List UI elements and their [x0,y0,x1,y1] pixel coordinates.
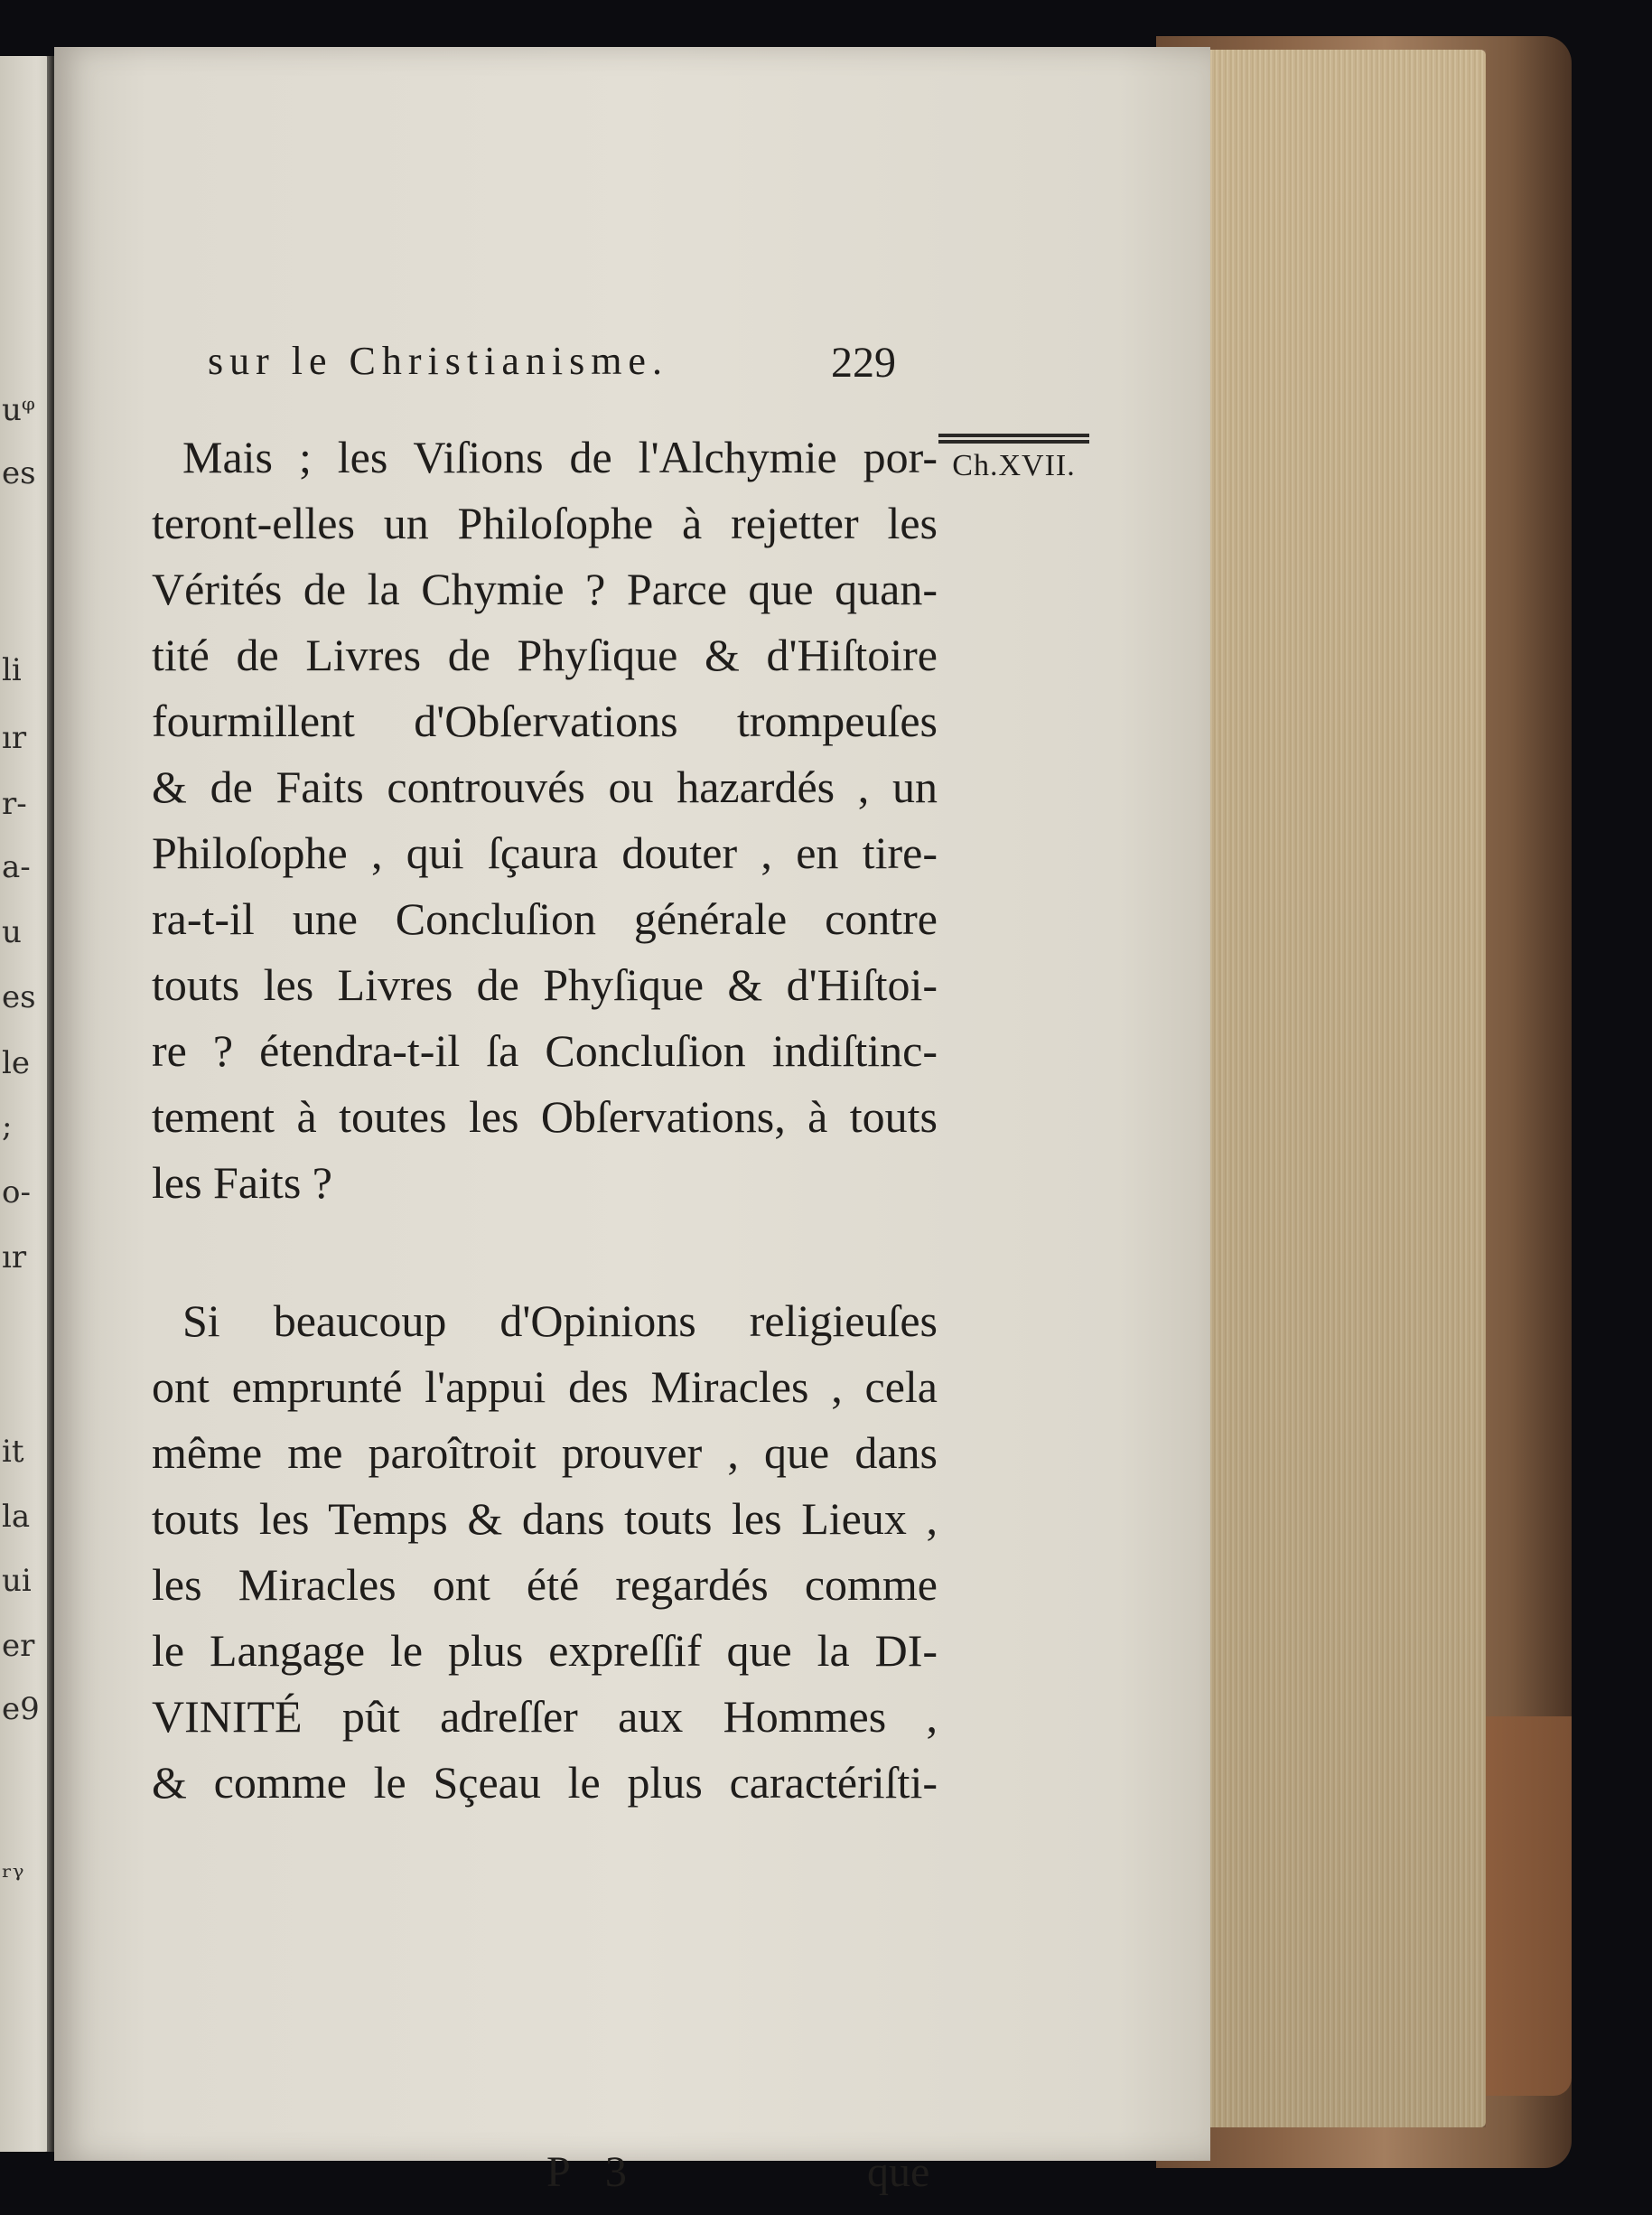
chapter-label: Ch.XVII. [952,449,1076,482]
text-line: touts les Temps & dans touts les Lieux , [152,1493,938,1544]
text-line: & de Faits controuvés ou hazardés , un [152,762,938,812]
text-line: ont emprunté l'appui des Miracles , cela [152,1361,938,1412]
left-page-fragment: u [2,914,22,950]
text-line: même me paroîtroit prouver , que dans [152,1427,938,1478]
text-line: tement à toutes les Obſervations, à touts [152,1091,938,1142]
double-rule [938,440,1089,444]
left-page-fragment: ᵣᵧ [2,1849,24,1885]
left-page-fragment: er [2,1628,35,1664]
left-page-fragment: ; [2,1108,13,1145]
text-line: & comme le Sçeau le plus caractériſti- [152,1757,938,1808]
text-line: teront-elles un Philoſophe à rejetter les [152,498,938,548]
left-page-fragment: es [2,979,36,1015]
text-line: le Langage le plus expreſſif que la DI- [152,1625,938,1676]
left-page-fragment: es [2,455,36,491]
text-line: les Miracles ont été regardés comme [152,1559,938,1610]
text-line: tité de Livres de Phyſique & d'Hiſtoire [152,630,938,680]
page-number: 229 [831,339,896,387]
running-head: sur le Christianisme. [208,339,668,383]
text-line: les Faits ? [152,1157,332,1208]
text-line: Vérités de la Chymie ? Parce que quan- [152,564,938,614]
text-line: Philoſophe , qui ſçaura douter , en tire- [152,827,938,878]
chapter-side-note [935,431,1093,483]
left-page-fragment: le [2,1045,30,1081]
left-page-fragment: la [2,1499,31,1535]
page-edges [1197,50,1486,2127]
page [54,47,1210,2196]
text-line: fourmillent d'Obſervations trompeuſes [152,696,938,746]
left-page-fragment: it [2,1434,24,1470]
left-page-fragment: a- [2,849,31,885]
left-page-fragment: e9 [2,1691,40,1727]
left-page-fragment: ır [2,720,27,756]
catchword: que [867,2148,930,2196]
left-page-fragment: r- [2,786,27,822]
left-page-fragment: ui [2,1563,32,1599]
left-page-fragment: uᵠ [2,392,35,428]
text-line: touts les Livres de Phyſique & d'Hiſtoi- [152,959,938,1010]
text-line: Si beaucoup d'Opinions religieuſes [182,1295,938,1346]
text-line: re ? étendra-t-il ſa Concluſion indiſtinc- [152,1025,938,1076]
previous-page-sliver [0,56,52,2152]
left-page-fragment: o- [2,1174,31,1210]
signature-mark: P 3 [546,2148,639,2196]
text-line: ra-t-il une Concluſion générale contre [152,893,938,944]
paragraph-1 [152,425,938,1216]
double-rule [938,434,1089,437]
paragraph-2 [152,1288,938,1816]
text-line: Mais ; les Viſions de l'Alchymie por- [182,432,938,482]
text-line: VINITÉ pût adreſſer aux Hommes , [152,1691,938,1742]
left-page-fragment: ır [2,1239,27,1276]
left-page-fragment: li [2,652,22,688]
